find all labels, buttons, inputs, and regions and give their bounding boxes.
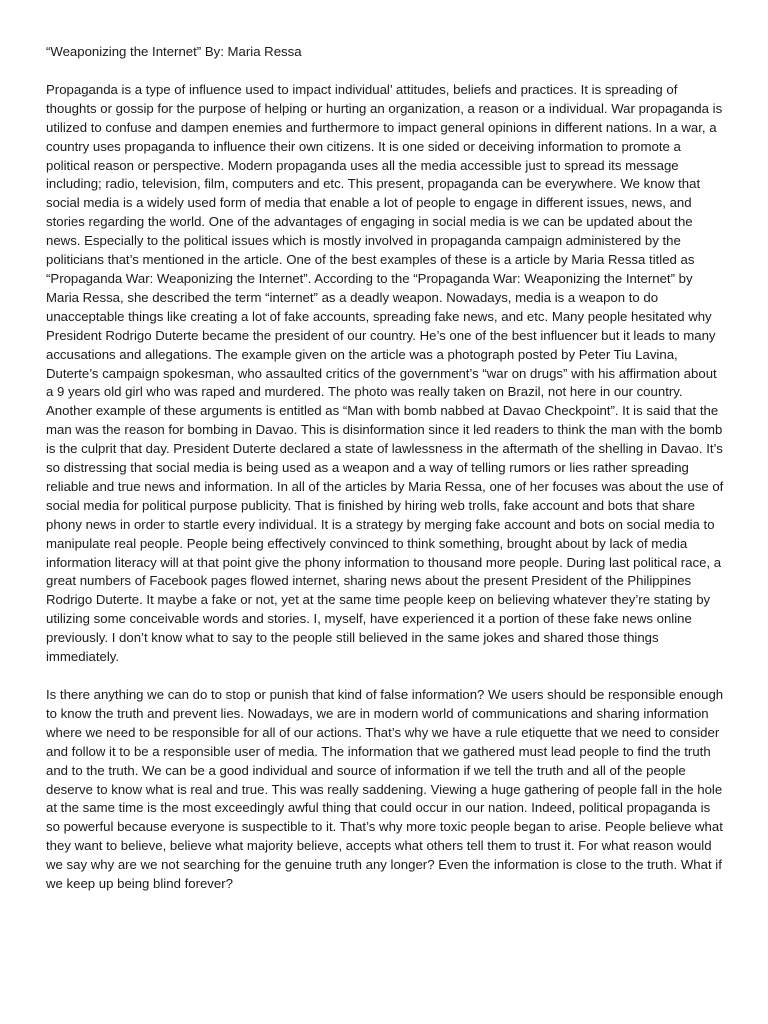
body-paragraph-1: Propaganda is a type of influence used to impact individual’ attitudes, beliefs and practices. It is spreading of thoughts or gossip for the purpose of helping or hurting an organization, a reason or a individual. War propaganda is utilized to confuse and dampen enemies and furthermore to impact general opinions in different nations. In a war, a country uses propaganda to influence their own citizens. It is one sided or deceiving information to promote a political reason or perspective. Modern propaganda uses all the media accessible just to spread its message including; radio, television, film, computers and etc. This present, propaganda can be everywhere. We know that social media is a widely used form of media that enable a lot of people to engage in different issues, news, and stories regarding the world. One of the advantages of engaging in social media is we can be updated about the news. Especially to the political issues which is mostly involved in propaganda campaign administered by the politicians that’s mentioned in the article. One of the best examples of these is a article by Maria Ressa titled as “Propaganda War: Weaponizing the Internet”. According to the “Propaganda War: Weaponizing the Internet” by Maria Ressa, she described the term “internet” as a deadly weapon. Nowadays, media is a weapon to do unacceptable things like creating a lot of fake accounts, spreading fake news, and etc. Many people hesitated why President Rodrigo Duterte became the president of our country. He’s one of the best influencer but it leads to many accusations and allegations. The example given on the article was a photograph posted by Peter Tiu Lavina, Duterte’s campaign spokesman, who assaulted critics of the government’s “war on drugs” with his affirmation about a 9 years old girl who was raped and murdered. The photo was really taken on Brazil, not here in our country. Another example of these arguments is entitled as “Man with bomb nabbed at Davao Checkpoint”. It is said that the man was the reason for bombing in Davao. This is disinformation since it led readers to think the man with the bomb is the culprit that day. President Duterte declared a state of lawlessness in the aftermath of the shelling in Davao. It’s so distressing that social media is being used as a weapon and a way of telling rumors or lies rather spreading reliable and true news and information. In all of the articles by Maria Ressa, one of her focuses was about the use of social media for political purpose publicity. That is finished by hiring web trolls, fake account and bots that share phony news in order to startle every individual. It is a strategy by merging fake account and bots on social media to manipulate real people. People being effectively convinced to think something, brought about by lack of media information literacy will at that point give the phony information to thousand more people. During last political race, a great numbers of Facebook pages flowed internet, sharing news about the present President of the Philippines Rodrigo Duterte. It maybe a fake or not, yet at the same time people keep on believing whatever they’re stating by utilizing some conceivable words and stories. I, myself, have experienced it a portion of these fake news online previously. I don’t know what to say to the people still believed in the same jokes and shared those things immediately. (46, 81, 724, 665)
document-title: “Weaponizing the Internet” By: Maria Ressa (46, 44, 302, 59)
body-paragraph-2: Is there anything we can do to stop or punish that kind of false information? We users should be responsible enough to know the truth and prevent lies. Nowadays, we are in modern world of communications and sharing information where we need to be responsible for all of our actions. That’s why we have a rule etiquette that we need to consider and follow it to be a responsible user of media. The information that we gathered must lead people to find the truth and to the truth. We can be a good individual and source of information if we tell the truth and all of the people deserve to know what is real and true. This was really saddening. Viewing a huge gathering of people fall in the hole at the same time is the most exceedingly awful thing that could occur in our nation. Indeed, political propaganda is so powerful because everyone is suspectible to it. That’s why more toxic people began to arise. People believe what they want to believe, believe what majority believe, accepts what others tell them to trust it. For what reason would we say why are we not searching for the genuine truth any longer? Even the information is close to the truth. What if we keep up being blind forever? (46, 687, 724, 892)
document-page (46, 43, 726, 913)
